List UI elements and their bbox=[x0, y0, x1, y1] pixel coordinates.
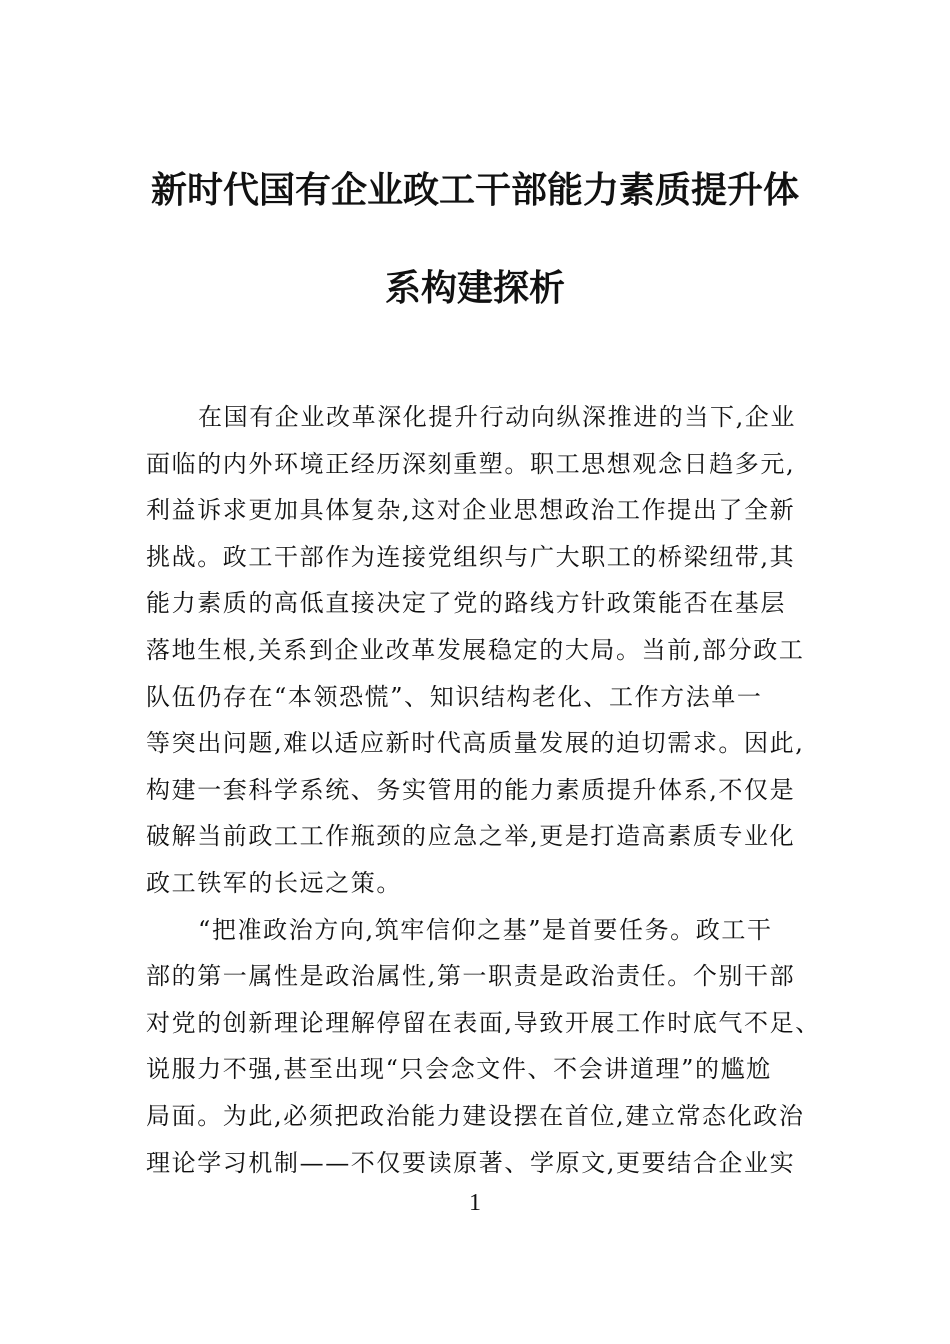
paragraph-1-line-4: 挑战。政工干部作为连接党组织与广大职工的桥梁纽带,其 bbox=[146, 542, 796, 571]
page-number: 1 bbox=[469, 1190, 481, 1216]
paragraph-1-line-9: 构建一套科学系统、务实管用的能力素质提升体系,不仅是 bbox=[146, 775, 796, 804]
paragraph-2-line-2: 部的第一属性是政治属性,第一职责是政治责任。个别干部 bbox=[146, 962, 796, 991]
title-line-2: 系构建探析 bbox=[384, 267, 565, 309]
paragraph-2-line-4: 说服力不强,甚至出现“只会念文件、不会讲道理”的尴尬 bbox=[146, 1055, 772, 1084]
body-text bbox=[146, 394, 821, 1186]
paragraph-2-line-5: 局面。为此,必须把政治能力建设摆在首位,建立常态化政治 bbox=[146, 1101, 805, 1130]
paragraph-1-line-3: 利益诉求更加具体复杂,这对企业思想政治工作提出了全新 bbox=[146, 496, 796, 525]
paragraph-1-line-7: 队伍仍存在“本领恐慌”、知识结构老化、工作方法单一 bbox=[146, 682, 763, 711]
paragraph-1-line-6: 落地生根,关系到企业改革发展稳定的大局。当前,部分政工 bbox=[146, 635, 805, 664]
paragraph-1-line-2: 面临的内外环境正经历深刻重塑。职工思想观念日趋多元, bbox=[146, 449, 796, 478]
paragraph-1-line-5: 能力素质的高低直接决定了党的路线方针政策能否在基层 bbox=[146, 589, 786, 618]
title-line-1: 新时代国有企业政工干部能力素质提升体 bbox=[150, 169, 799, 211]
paragraph-1-line-8: 等突出问题,难以适应新时代高质量发展的迫切需求。因此, bbox=[146, 729, 805, 758]
paragraph-2-line-6: 理论学习机制——不仅要读原著、学原文,更要结合企业实 bbox=[146, 1148, 796, 1177]
paragraph-2-line-1: “把准政治方向,筑牢信仰之基”是首要任务。政工干 bbox=[198, 915, 773, 944]
paragraph-2-line-3: 对党的创新理论理解停留在表面,导致开展工作时底气不足、 bbox=[146, 1008, 821, 1037]
paragraph-1-line-1: 在国有企业改革深化提升行动向纵深推进的当下,企业 bbox=[198, 403, 797, 431]
paragraph-1-line-10: 破解当前政工工作瓶颈的应急之举,更是打造高素质专业化 bbox=[146, 822, 796, 851]
paragraph-1-line-11: 政工铁军的长远之策。 bbox=[146, 868, 402, 897]
